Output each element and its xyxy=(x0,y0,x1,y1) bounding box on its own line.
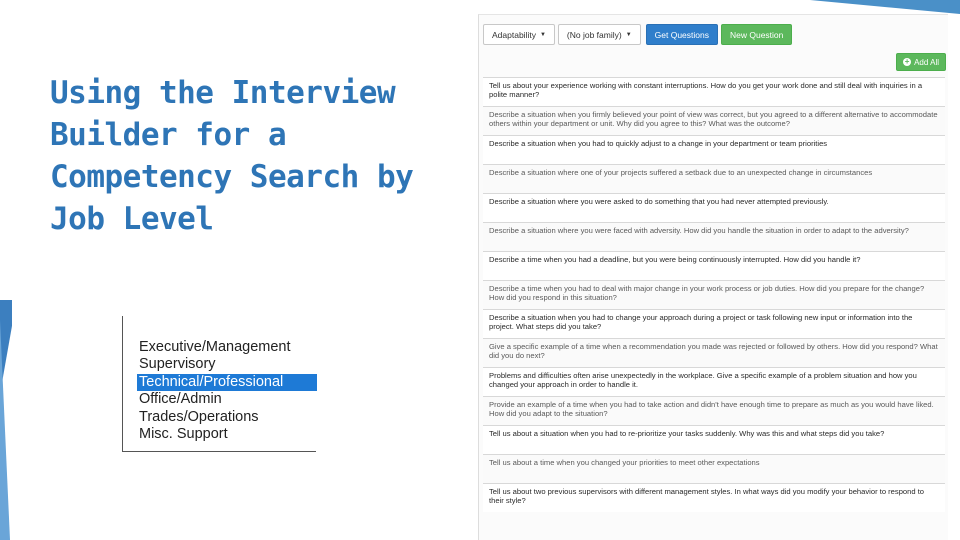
job-level-list xyxy=(137,339,317,443)
question-text: Describe a situation where you were faced with adversity. How did you handle the situation in order to adapt to the adversity? xyxy=(489,226,909,235)
question-text: Give a specific example of a time when a recommendation you made was rejected or followed by others. How did you respond? What did you do next? xyxy=(489,342,938,360)
plus-circle-icon: + xyxy=(904,57,910,66)
question-text: Describe a situation when you had to change your approach during a project or task following new input or information into the project. What steps did you take? xyxy=(489,313,913,331)
question-text: Describe a time when you had a deadline, but you were being continuously interrupted. How did you handle it? xyxy=(489,255,861,264)
caret-down-icon: ▼ xyxy=(625,31,632,38)
add-all-label: Add All xyxy=(914,57,939,67)
get-questions-button[interactable]: Get Questions xyxy=(646,24,718,45)
slide-accent-top-right xyxy=(810,0,960,14)
question-row[interactable] xyxy=(483,454,945,483)
question-list xyxy=(483,77,945,512)
toolbar xyxy=(483,24,792,46)
question-text: Describe a situation when you had to quickly adjust to a change in your department or team priorities xyxy=(489,139,828,148)
job-level-option[interactable]: Supervisory xyxy=(139,356,216,373)
question-text: Tell us about a time when you changed your priorities to meet other expectations xyxy=(489,458,760,467)
question-row[interactable] xyxy=(483,222,945,251)
job-level-option[interactable]: Misc. Support xyxy=(139,426,228,443)
question-row[interactable] xyxy=(483,106,945,135)
job-family-dropdown[interactable] xyxy=(558,24,641,45)
job-level-option[interactable]: Trades/Operations xyxy=(139,408,259,425)
question-text: Describe a time when you had to deal with major change in your work process or job duties. How did you prepare for the change? How did you respond in this situation? xyxy=(489,284,925,302)
slide-title: Using the Interview Builder for a Competency Search by Job Level xyxy=(50,75,414,237)
caret-down-icon: ▼ xyxy=(539,31,546,38)
new-question-button[interactable]: New Question xyxy=(721,24,792,45)
question-row[interactable] xyxy=(483,77,945,106)
question-text: Tell us about two previous supervisors with different management styles. In what ways did you modify your behavior to respond to their style? xyxy=(489,487,925,505)
question-text: Describe a situation where you were asked to do something that you had never attempted previously. xyxy=(489,197,829,206)
job-family-dropdown-label: (No job family) xyxy=(566,29,622,40)
question-text: Tell us about a situation when you had to re-prioritize your tasks suddenly. Why was this and what steps did you take? xyxy=(489,429,885,438)
job-level-option[interactable]: Office/Admin xyxy=(139,391,222,408)
question-row[interactable] xyxy=(483,425,945,454)
question-row[interactable] xyxy=(483,280,945,309)
job-level-option[interactable]: Executive/Management xyxy=(139,339,291,355)
competency-dropdown[interactable] xyxy=(483,24,555,45)
question-text: Provide an example of a time when you had to take action and didn't have enough time to prepare as much as you would have liked. How did you adapt to the situation? xyxy=(489,400,934,418)
job-level-option[interactable]: Technical/Professional xyxy=(137,374,317,391)
question-text: Describe a situation where one of your projects suffered a setback due to an unexpected change in circumstances xyxy=(489,168,873,177)
question-text: Tell us about your experience working with constant interruptions. How do you get your work done and still deal with inquiries in a polite manner? xyxy=(489,81,923,99)
question-text: Problems and difficulties often arise unexpectedly in the workplace. Give a specific example of a problem situation and how you changed your approach in order to handle it. xyxy=(489,371,917,389)
question-row[interactable] xyxy=(483,164,945,193)
question-row[interactable] xyxy=(483,309,945,338)
question-text: Describe a situation when you firmly believed your point of view was correct, but you agreed to a different alternative to accommodate others within your department or unit. Why did you agree to this? What was the outcome? xyxy=(489,110,938,128)
question-row[interactable] xyxy=(483,338,945,367)
add-all-button[interactable] xyxy=(896,53,946,71)
question-row[interactable] xyxy=(483,396,945,425)
question-row[interactable] xyxy=(483,367,945,396)
interview-builder-panel xyxy=(478,14,948,540)
question-row[interactable] xyxy=(483,135,945,164)
job-level-listbox[interactable] xyxy=(122,316,316,452)
slide-accent-left-light xyxy=(0,320,10,540)
question-row[interactable] xyxy=(483,251,945,280)
competency-dropdown-label: Adaptability xyxy=(492,29,536,40)
question-row[interactable] xyxy=(483,483,945,512)
question-row[interactable] xyxy=(483,193,945,222)
